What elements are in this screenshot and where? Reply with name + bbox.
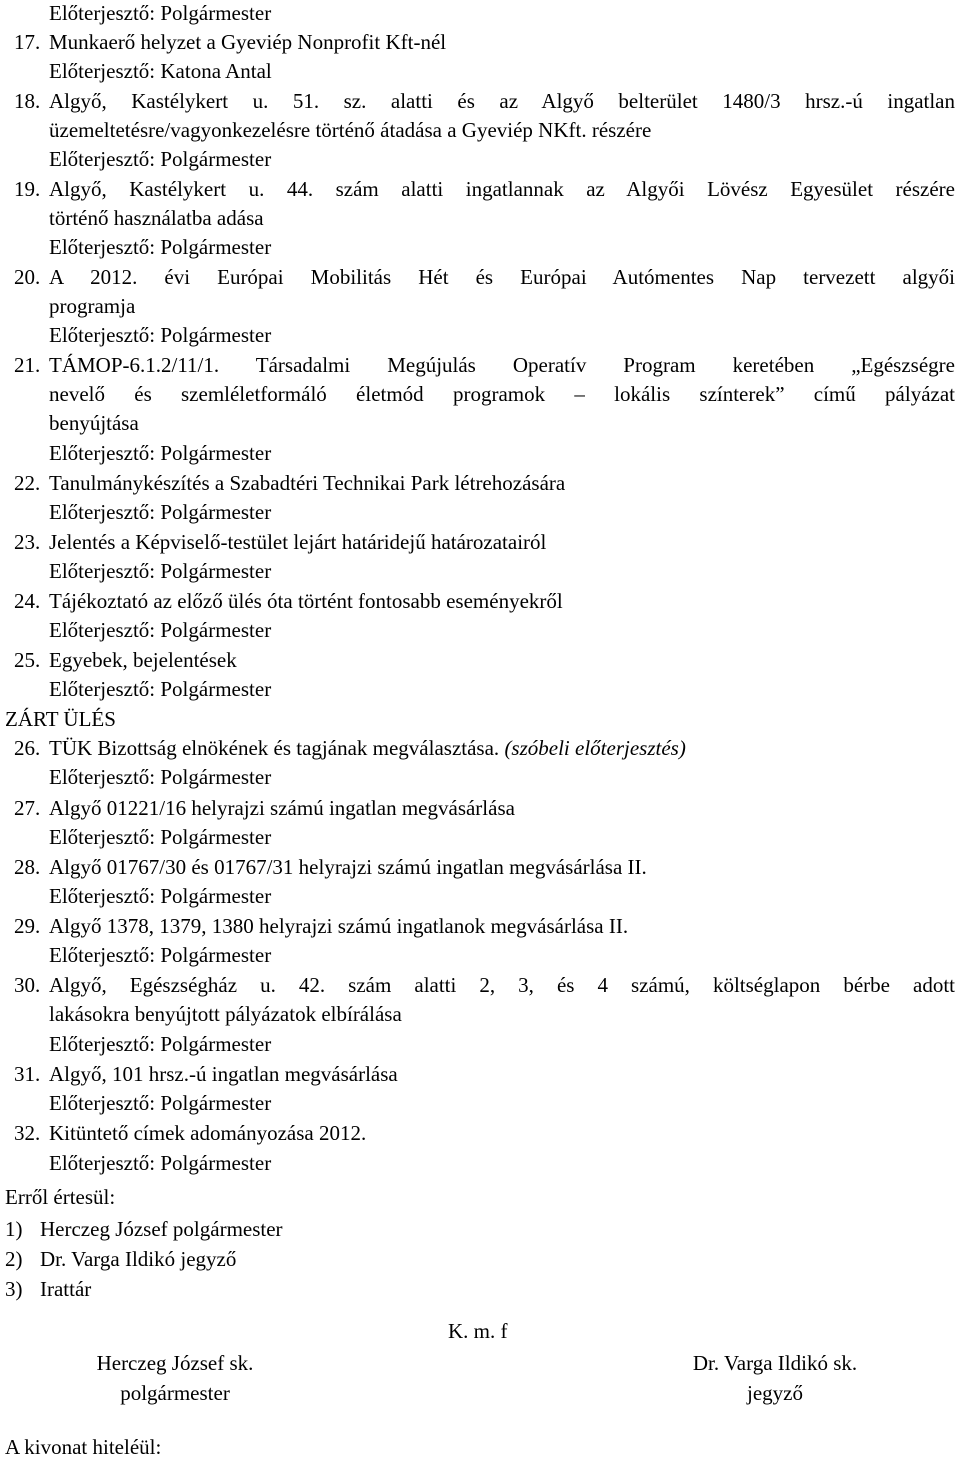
agenda-item-23 bbox=[14, 529, 955, 555]
notify-list-number: 3) bbox=[5, 1277, 23, 1301]
agenda-item-28 bbox=[14, 854, 955, 880]
item-number: 22. bbox=[14, 471, 41, 495]
item-number: 20. bbox=[14, 265, 41, 289]
item-title-line: programja bbox=[49, 294, 136, 318]
notify-list-number: 2) bbox=[5, 1247, 23, 1271]
presenter-line: Előterjesztő: Polgármester bbox=[49, 235, 272, 259]
presenter-line: Előterjesztő: Polgármester bbox=[49, 147, 272, 171]
item-number: 18. bbox=[14, 89, 41, 113]
item-title: Algyő 01221/16 helyrajzi számú ingatlan megvásárlása bbox=[49, 796, 515, 820]
item-title: Kitüntető címek adományozása 2012. bbox=[49, 1121, 367, 1145]
agenda-item-29 bbox=[14, 913, 955, 939]
item-number: 23. bbox=[14, 530, 41, 554]
notify-list-text: Herczeg József polgármester bbox=[40, 1217, 283, 1241]
item-title: Tanulmánykészítés a Szabadtéri Technikai Park létrehozására bbox=[49, 471, 566, 495]
item-number: 26. bbox=[14, 736, 41, 760]
presenter-line: Előterjesztő: Polgármester bbox=[49, 441, 272, 465]
item-number: 25. bbox=[14, 648, 41, 672]
agenda-item-25 bbox=[14, 647, 955, 673]
presenter-line: Előterjesztő: Polgármester bbox=[49, 1, 272, 25]
signature-right bbox=[660, 1348, 890, 1408]
item-title: Egyebek, bejelentések bbox=[49, 648, 237, 672]
presenter-line: Előterjesztő: Polgármester bbox=[49, 1151, 272, 1175]
agenda-item-22 bbox=[14, 470, 955, 496]
item-title-line: lakásokra benyújtott pályázatok elbírálása bbox=[49, 1002, 402, 1026]
item-title: Tájékoztató az előző ülés óta történt fontosabb eseményekről bbox=[49, 589, 563, 613]
agenda-item-26 bbox=[14, 735, 955, 761]
presenter-line: Előterjesztő: Polgármester bbox=[49, 323, 272, 347]
footer-certification: A kivonat hiteléül: bbox=[5, 1435, 162, 1459]
item-number: 19. bbox=[14, 177, 41, 201]
item-number: 24. bbox=[14, 589, 41, 613]
item-title-line: Algyő, Kastélykert u. 44. szám alatti ingatlannak az Algyői Lövész Egyesület részére bbox=[49, 177, 955, 201]
item-title-line: történő használatba adása bbox=[49, 206, 264, 230]
item-title-line: üzemeltetésre/vagyonkezelésre történő átadása a Gyeviép NKft. részére bbox=[49, 118, 652, 142]
item-title: Algyő 01767/30 és 01767/31 helyrajzi számú ingatlan megvásárlása II. bbox=[49, 855, 647, 879]
item-title: Munkaerő helyzet a Gyeviép Nonprofit Kft-nél bbox=[49, 30, 447, 54]
presenter-line: Előterjesztő: Polgármester bbox=[49, 1032, 272, 1056]
item-number: 31. bbox=[14, 1062, 41, 1086]
item-number: 28. bbox=[14, 855, 41, 879]
item-number: 30. bbox=[14, 973, 41, 997]
notify-list-item bbox=[5, 1246, 236, 1272]
notify-list-number: 1) bbox=[5, 1217, 23, 1241]
item-title: Algyő 1378, 1379, 1380 helyrajzi számú ingatlanok megvásárlása II. bbox=[49, 914, 629, 938]
item-title: Algyő, 101 hrsz.-ú ingatlan megvásárlása bbox=[49, 1062, 398, 1086]
item-title: TÜK Bizottság elnökének és tagjának megválasztása. bbox=[49, 736, 500, 760]
agenda-item-32 bbox=[14, 1120, 955, 1146]
agenda-item-27 bbox=[14, 795, 955, 821]
presenter-line: Előterjesztő: Polgármester bbox=[49, 943, 272, 967]
presenter-line: Előterjesztő: Polgármester bbox=[49, 1091, 272, 1115]
notify-list-text: Irattár bbox=[40, 1277, 92, 1301]
signature-left bbox=[60, 1348, 290, 1408]
presenter-line: Előterjesztő: Polgármester bbox=[49, 500, 272, 524]
item-number: 17. bbox=[14, 30, 41, 54]
presenter-line: Előterjesztő: Polgármester bbox=[49, 884, 272, 908]
notify-list-item bbox=[5, 1216, 283, 1242]
item-title-line: A 2012. évi Európai Mobilitás Hét és Európai Autómentes Nap tervezett algyői bbox=[49, 265, 955, 289]
notify-heading: Erről értesül: bbox=[5, 1185, 116, 1209]
km-f-label: K. m. f bbox=[448, 1319, 508, 1343]
notify-list-text: Dr. Varga Ildikó jegyző bbox=[40, 1247, 237, 1271]
presenter-line: Előterjesztő: Polgármester bbox=[49, 765, 272, 789]
presenter-line: Előterjesztő: Polgármester bbox=[49, 618, 272, 642]
item-number: 21. bbox=[14, 353, 41, 377]
item-title-line: nevelő és szemléletformáló életmód programok – lokális színterek” című pályázat bbox=[49, 382, 955, 406]
item-note: (szóbeli előterjesztés) bbox=[504, 736, 686, 760]
notify-list-item bbox=[5, 1276, 91, 1302]
item-number: 32. bbox=[14, 1121, 41, 1145]
agenda-item-17 bbox=[14, 29, 955, 55]
item-number: 29. bbox=[14, 914, 41, 938]
presenter-line: Előterjesztő: Polgármester bbox=[49, 559, 272, 583]
item-title-line: benyújtása bbox=[49, 411, 139, 435]
agenda-item-24 bbox=[14, 588, 955, 614]
item-number: 27. bbox=[14, 796, 41, 820]
item-title: Jelentés a Képviselő-testület lejárt határidejű határozatairól bbox=[49, 530, 547, 554]
closed-session-heading: ZÁRT ÜLÉS bbox=[5, 707, 116, 731]
agenda-item-31 bbox=[14, 1061, 955, 1087]
presenter-line: Előterjesztő: Katona Antal bbox=[49, 59, 272, 83]
item-title-line: Algyő, Egészségház u. 42. szám alatti 2, 3, és 4 számú, költséglapon bérbe adott bbox=[49, 973, 955, 997]
signatory-title: polgármester bbox=[120, 1381, 230, 1405]
presenter-line: Előterjesztő: Polgármester bbox=[49, 825, 272, 849]
signatory-name: Herczeg József sk. bbox=[96, 1351, 254, 1375]
item-title-line: Algyő, Kastélykert u. 51. sz. alatti és az Algyő belterület 1480/3 hrsz.-ú ingatlan bbox=[49, 89, 955, 113]
item-title-line: TÁMOP-6.1.2/11/1. Társadalmi Megújulás Operatív Program keretében „Egészségre bbox=[49, 353, 955, 377]
signatory-title: jegyző bbox=[747, 1381, 803, 1405]
presenter-line: Előterjesztő: Polgármester bbox=[49, 677, 272, 701]
signatory-name: Dr. Varga Ildikó sk. bbox=[692, 1351, 858, 1375]
